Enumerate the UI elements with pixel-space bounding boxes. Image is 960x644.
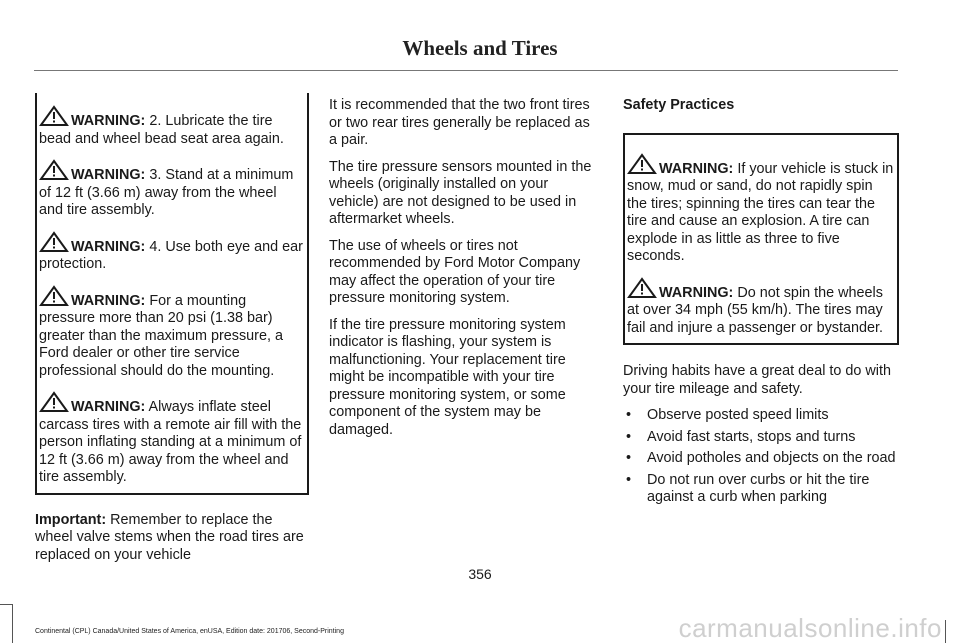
bullet: • xyxy=(626,407,632,423)
warning-triangle-icon xyxy=(39,105,69,127)
important-text: Remember to replace the wheel valve stems when the road tires are replaced on your vehicle xyxy=(35,511,304,563)
column-1 xyxy=(35,93,309,573)
paragraph: The tire pressure sensors mounted in the wheels (originally installed on your vehicle) are not designed to be used in aftermarket wheels. xyxy=(329,158,592,227)
important-label: Important: xyxy=(35,511,107,528)
page-header-title: Wheels and Tires xyxy=(402,36,558,60)
bullet: • xyxy=(626,428,632,445)
list-item-text: Avoid potholes and objects on the road xyxy=(647,450,896,466)
warning-label: WARNING: xyxy=(659,160,734,177)
paragraph: The use of wheels or tires not recommended by Ford Motor Company may affect the operation of your tire pressure monitoring system. xyxy=(329,237,581,306)
list-item xyxy=(623,472,899,507)
warning-triangle-icon xyxy=(39,285,69,307)
warning-box-2 xyxy=(623,133,899,346)
list-item xyxy=(623,429,899,447)
header-rule xyxy=(34,70,898,71)
warning-label: WARNING: xyxy=(71,167,146,183)
warning-item xyxy=(627,277,894,338)
warning-triangle-icon xyxy=(627,153,657,175)
list-item xyxy=(623,450,899,468)
warning-label: WARNING: xyxy=(71,292,146,309)
warning-label: WARNING: xyxy=(659,284,734,301)
warning-text: If your vehicle is stuck in snow, mud or sand, do not rapidly spin the tires; spinning the tires can tear the tire and cause an explosion. A tire can explode in as little as three to five seconds. xyxy=(627,160,894,264)
warning-triangle-icon xyxy=(39,391,69,413)
warning-label: WARNING: xyxy=(71,113,146,129)
warning-text: For a mounting pressure more than 20 psi (1.38 bar) greater than the maximum pressure, a Ford dealer or other tire service professional should do the mounting. xyxy=(39,292,283,379)
paragraph: Driving habits have a great deal to do with your tire mileage and safety. xyxy=(623,363,891,397)
crop-mark xyxy=(945,620,946,643)
paragraph: If the tire pressure monitoring system indicator is flashing, your system is malfunctioning. Your replacement tire might be incompatible with your tire pressure monitoring system, or some component of the system may be damaged. xyxy=(329,316,566,438)
column-2 xyxy=(329,93,601,448)
warning-text: Always inflate steel carcass tires with a remote air fill with the person inflating standing at a minimum of 12 ft (3.66 m) away from the wheel and tire assembly. xyxy=(39,399,302,485)
column-3 xyxy=(623,93,899,511)
watermark: carmanualsonline.info xyxy=(678,613,942,643)
warning-item xyxy=(39,391,304,487)
important-note xyxy=(35,512,309,565)
warning-item xyxy=(39,105,304,148)
bullet: • xyxy=(626,450,632,466)
warning-text: 2. Lubricate the tire bead and wheel bead seat area again. xyxy=(39,113,284,147)
section-heading: Safety Practices xyxy=(623,97,735,113)
crop-mark xyxy=(12,604,13,643)
tips-list xyxy=(623,407,899,507)
warning-text: 3. Stand at a minimum of 12 ft (3.66 m) away from the wheel and tire assembly. xyxy=(39,167,294,218)
warning-label: WARNING: xyxy=(71,399,146,415)
list-item-text: Avoid fast starts, stops and turns xyxy=(647,428,856,445)
warning-label: WARNING: xyxy=(71,238,146,255)
warning-text: Do not spin the wheels at over 34 mph (55 km/h). The tires may fail and injure a passenger or bystander. xyxy=(627,284,883,336)
paragraph: It is recommended that the two front tires or two rear tires generally be replaced as a pair. xyxy=(329,97,590,148)
list-item-text: Do not run over curbs or hit the tire against a curb when parking xyxy=(647,471,870,505)
warning-text: 4. Use both eye and ear protection. xyxy=(39,238,303,272)
warning-item xyxy=(39,159,304,220)
warning-triangle-icon xyxy=(39,159,69,181)
warning-box-1 xyxy=(35,93,309,495)
warning-triangle-icon xyxy=(627,277,657,299)
page-number: 356 xyxy=(468,566,492,582)
crop-mark xyxy=(0,604,12,605)
edition-footer: Continental (CPL) Canada/United States of America, enUSA, Edition date: 201706, Second-Printing xyxy=(35,628,344,635)
warning-triangle-icon xyxy=(39,231,69,253)
warning-item xyxy=(39,231,304,274)
bullet: • xyxy=(626,471,632,488)
warning-item xyxy=(627,153,894,266)
list-item xyxy=(623,407,899,425)
warning-item xyxy=(39,285,304,381)
list-item-text: Observe posted speed limits xyxy=(647,407,829,423)
